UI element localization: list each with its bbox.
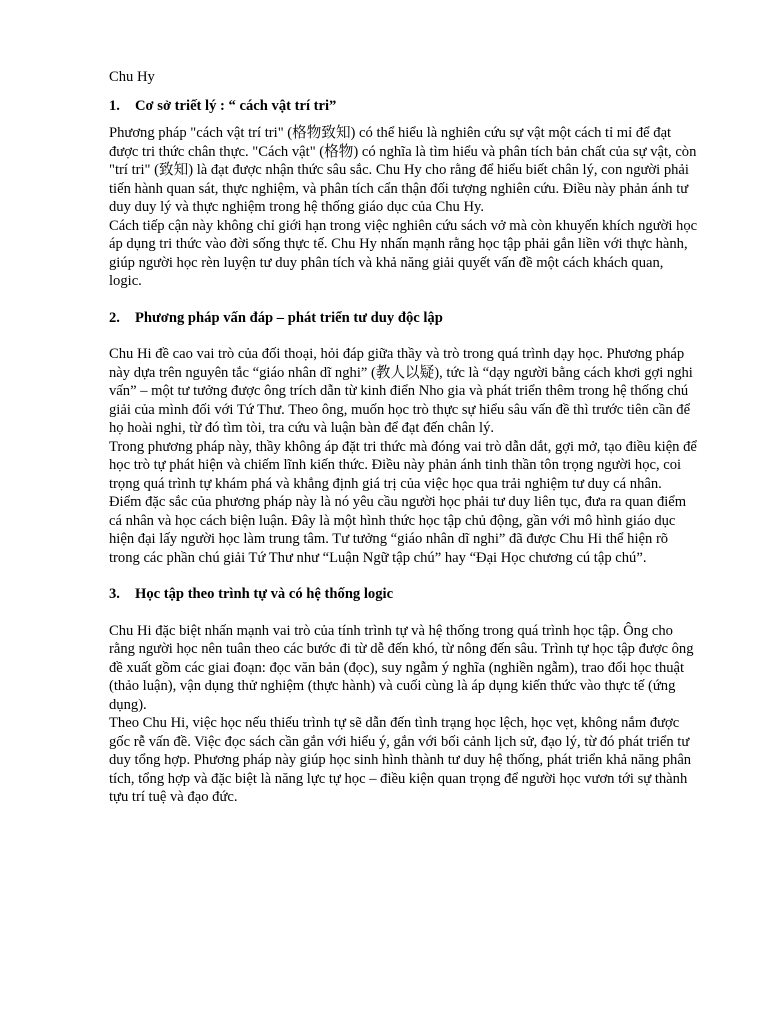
section-1-title: Cơ sở triết lý : “ cách vật trí tri” [135,97,337,114]
section-2-paragraph-2: Trong phương pháp này, thầy không áp đặt tri thức mà đóng vai trò dẫn dắt, gợi mở, tạo điều kiện để học trò tự phát hiện và chiếm lĩnh kiến thức. Điều này phản ánh tinh thần tôn trọng người học, coi trọng quá trình tự khám phá và khẳng định giá trị của việc học qua trải nghiệm tư duy cá nhân. [109,438,697,492]
section-1-heading [109,97,699,116]
section-2-title: Phương pháp vấn đáp – phát triển tư duy độc lập [135,309,443,326]
section-2-paragraph-3: Điểm đặc sắc của phương pháp này là nó yêu cầu người học phải tư duy liên tục, đưa ra quan điểm cá nhân và học cách biện luận. Đây là một hình thức học tập chủ động, gần với mô hình giáo dục hiện đại lấy người học làm trung tâm. Tư tưởng “giáo nhân dĩ nghi” đã được Chu Hi thể hiện rõ trong các phần chú giải Tứ Thư như “Luận Ngữ tập chú” hay “Đại Học chương cú tập chú”. [109,494,687,566]
section-2-paragraph-1: Chu Hi đề cao vai trò của đối thoại, hỏi đáp giữa thầy và trò trong quá trình dạy học. Phương pháp này dựa trên nguyên tắc “giáo nhân dĩ nghi” (教人以疑), tức là “dạy người bằng cách khơi gợi nghi vấn” – một tư tưởng được ông trích dẫn từ kinh điển Nho gia và phát triển thêm trong hệ thống chú giải của mình đối với Tứ Thư. Theo ông, muốn học trò thực sự hiểu sâu vấn đề thì trước tiên cần để họ hoài nghi, từ đó tìm tòi, tra cứu và luận bàn để đạt đến chân lý. [109,346,693,436]
section-3-number: 3. [109,586,120,602]
section-2-number: 2. [109,309,120,326]
section-1-number: 1. [109,97,120,114]
author-line: Chu Hy [109,69,155,85]
document-page [109,68,699,807]
section-1-paragraph-2: Cách tiếp cận này không chỉ giới hạn trong việc nghiên cứu sách vở mà còn khuyến khích người học áp dụng tri thức vào đời sống thực tế. Chu Hy nhấn mạnh rằng học tập phải gắn liền với thực hành, giúp người học rèn luyện tư duy phân tích và khả năng giải quyết vấn đề một cách khách quan, logic. [109,217,698,289]
section-2-heading [109,309,699,328]
section-1-paragraph-1: Phương pháp "cách vật trí tri" (格物致知) có thể hiểu là nghiên cứu sự vật một cách tỉ mỉ để đạt được tri thức chân thực. "Cách vật" (格物) có nghĩa là tìm hiểu và phân tích bản chất của sự vật, còn "trí tri" (致知) là đạt được nhận thức sâu sắc. Chu Hy cho rằng để hiểu biết chân lý, con người phải tiến hành quan sát, thực nghiệm, và phân tích cẩn thận đối tượng nghiên cứu. Điều này phản ánh tư duy duy lý và thực nghiệm trong hệ thống giáo dục của Chu Hy. [109,125,697,215]
section-3-paragraph-2: Theo Chu Hi, việc học nếu thiếu trình tự sẽ dẫn đến tình trạng học lệch, học vẹt, không nắm được gốc rễ vấn đề. Việc đọc sách cần gắn với hiểu ý, gắn với bối cảnh lịch sử, đạo lý, từ đó phát triển tư duy tổng hợp. Phương pháp này giúp học sinh hình thành tư duy hệ thống, phát triển khả năng phân tích, tổng hợp và đặc biệt là năng lực tự học – điều kiện quan trọng để người học vươn tới sự thành tựu trí tuệ và đạo đức. [109,715,692,805]
section-3-heading [109,585,699,604]
section-3-title: Học tập theo trình tự và có hệ thống logic [135,586,394,602]
section-3-paragraph-1: Chu Hi đặc biệt nhấn mạnh vai trò của tính trình tự và hệ thống trong quá trình học tập. Ông cho rằng người học nên tuân theo các bước đi từ dễ đến khó, từ nông đến sâu. Trình tự học tập được ông đề xuất gồm các giai đoạn: đọc văn bản (đọc), suy ngẫm ý nghĩa (nghiền ngẫm), trao đổi học thuật (thảo luận), vận dụng thử nghiệm (thực hành) và cuối cùng là áp dụng kiến thức vào thực tế (ứng dụng). [109,622,694,713]
